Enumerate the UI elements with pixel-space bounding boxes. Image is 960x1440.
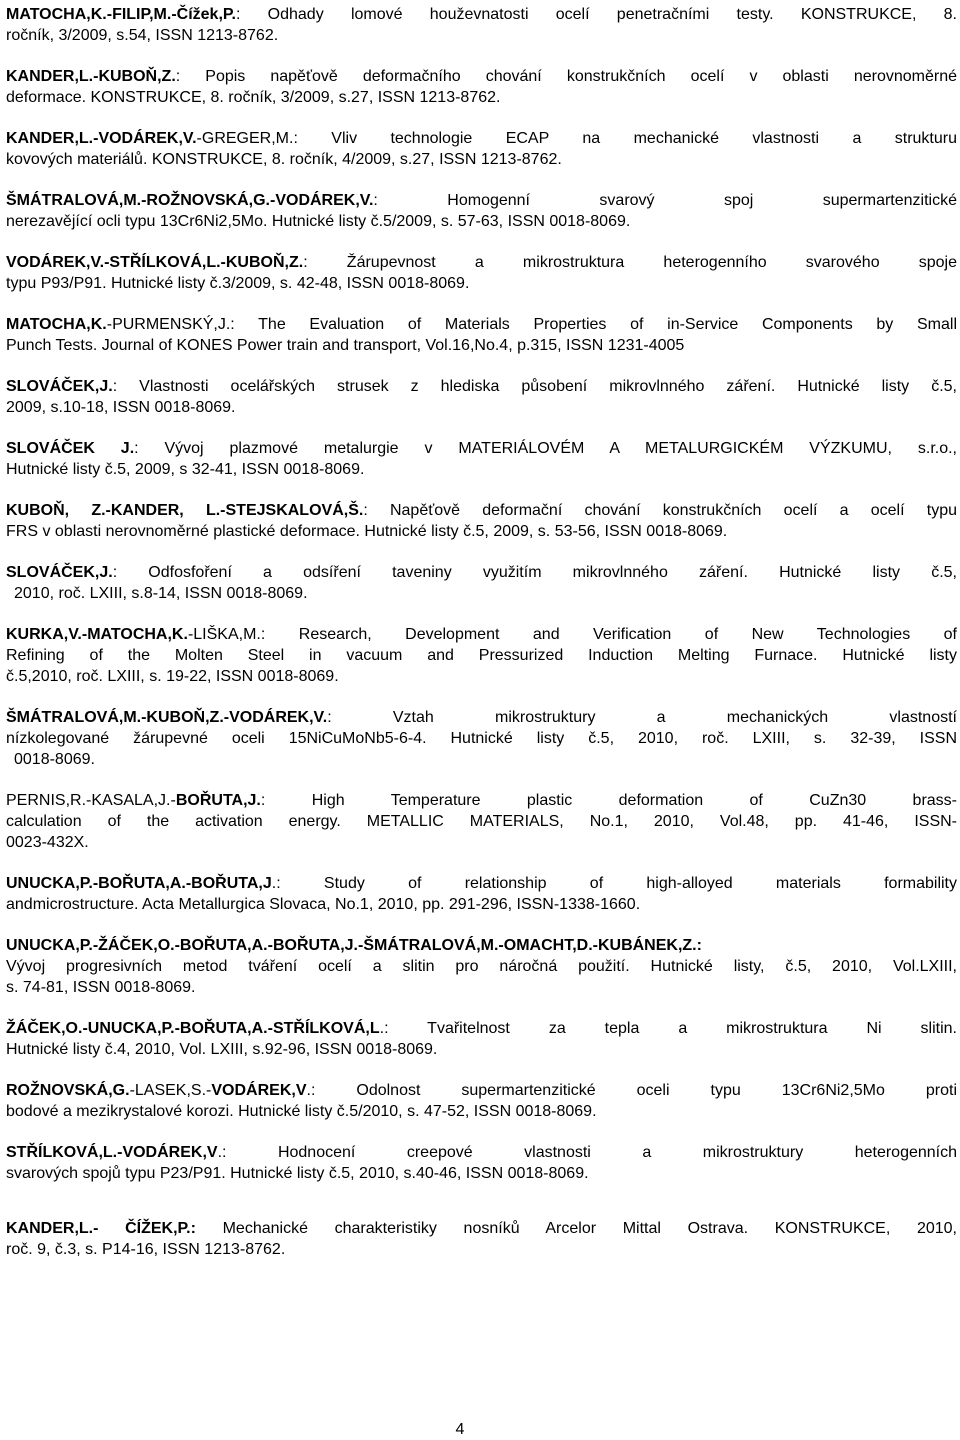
reference-text: : Vlastnosti ocelářských strusek z hlediska působení mikrovlnného záření. Hutnické listy č.5, — [112, 378, 957, 395]
reference-line — [6, 811, 957, 832]
reference-authors: MATOCHA,K. — [6, 316, 107, 333]
reference-authors: SLOVÁČEK,J. — [6, 378, 113, 395]
reference-authors: ŠMÁTRALOVÁ,M.-KUBOŇ,Z.-VODÁREK,V. — [6, 709, 328, 726]
reference-line — [6, 521, 957, 542]
reference-entry — [6, 128, 957, 170]
reference-line — [6, 4, 957, 25]
reference-entry — [6, 252, 957, 294]
reference-line — [6, 149, 957, 170]
reference-authors: UNUCKA,P.-BOŘUTA,A.-BOŘUTA,J — [6, 875, 272, 892]
reference-line — [6, 211, 957, 232]
reference-entry — [6, 4, 957, 46]
reference-line — [6, 977, 957, 998]
reference-text: -GREGER,M. — [196, 130, 294, 147]
reference-line — [6, 790, 957, 811]
reference-text: č.5,2010, roč. LXIII, s. 19-22, ISSN 0018-8069. — [6, 668, 339, 685]
reference-authors: KURKA,V.-MATOCHA,K. — [6, 626, 188, 643]
reference-authors: ŽÁČEK,O.-UNUCKA,P.-BOŘUTA,A.-STŘÍLKOVÁ,L — [6, 1020, 380, 1037]
reference-text: FRS v oblasti nerovnoměrné plastické deformace. Hutnické listy č.5, 2009, s. 53-56, ISSN 0018-8069. — [6, 523, 728, 540]
reference-text: -PURMENSKÝ,J.: The Evaluation of Materials Properties of in-Service Components by Small — [106, 316, 957, 333]
reference-text: : Homogenní svarový spoj supermartenzitické — [373, 192, 957, 209]
reference-entry — [6, 438, 957, 480]
reference-text: Punch Tests. Journal of KONES Power train and transport, Vol.16,No.4, p.315, ISSN 1231-4005 — [6, 337, 685, 354]
reference-text: : Popis napěťově deformačního chování konstrukčních ocelí v oblasti nerovnoměrné — [175, 68, 957, 85]
reference-text: Vývoj progresivních metod tváření ocelí a slitin pro náročná použití. Hutnické listy, č.5, 2010, Vol.LXIII, — [6, 958, 957, 975]
reference-line — [6, 956, 957, 977]
reference-line — [6, 190, 957, 211]
reference-authors: ROŽNOVSKÁ,G. — [6, 1082, 130, 1099]
reference-line — [6, 438, 957, 459]
reference-text: -LIŠKA,M.: Research, Development and Verification of New Technologies of — [187, 626, 957, 643]
reference-line — [6, 459, 957, 480]
reference-text: andmicrostructure. Acta Metallurgica Slovaca, No.1, 2010, pp. 291-296, ISSN-1338-1660. — [6, 896, 641, 913]
reference-entry — [6, 1080, 957, 1122]
reference-line — [6, 1142, 957, 1163]
reference-text: 2009, s.10-18, ISSN 0018-8069. — [6, 399, 236, 416]
reference-line — [6, 335, 957, 356]
reference-entry — [6, 376, 957, 418]
reference-text: Refining of the Molten Steel in vacuum and Pressurized Induction Melting Furnace. Hutnické listy — [6, 647, 957, 664]
reference-line — [6, 376, 957, 397]
reference-text: Hutnické listy č.5, 2009, s 32-41, ISSN 0018-8069. — [6, 461, 365, 478]
reference-authors: SLOVÁČEK,J. — [6, 564, 113, 581]
reference-entry — [6, 624, 957, 687]
reference-entry — [6, 707, 957, 770]
reference-entry — [6, 1142, 957, 1184]
reference-text: roč. 9, č.3, s. P14-16, ISSN 1213-8762. — [6, 1241, 286, 1258]
reference-text: : Žárupevnost a mikrostruktura heterogenního svarového spoje — [303, 254, 957, 271]
reference-line — [6, 66, 957, 87]
reference-text: calculation of the activation energy. METALLIC MATERIALS, No.1, 2010, Vol.48, pp. 41-46, ISSN- — [6, 813, 957, 830]
reference-text: : Vývoj plazmové metalurgie v MATERIÁLOVÉM A METALURGICKÉM VÝZKUMU, s.r.o., — [134, 440, 957, 457]
reference-line — [6, 707, 957, 728]
reference-line — [6, 1018, 957, 1039]
reference-text: nerezavějící ocli typu 13Cr6Ni2,5Mo. Hutnické listy č.5/2009, s. 57-63, ISSN 0018-8069. — [6, 213, 631, 230]
reference-authors: ŠMÁTRALOVÁ,M.-ROŽNOVSKÁ,G.-VODÁREK,V. — [6, 192, 374, 209]
reference-text: .: Hodnocení creepové vlastnosti a mikrostruktury heterogenních — [217, 1144, 957, 1161]
reference-text: : Vztah mikrostruktury a mechanických vlastností — [327, 709, 957, 726]
reference-text: ročník, 3/2009, s.54, ISSN 1213-8762. — [6, 27, 279, 44]
reference-entry — [6, 190, 957, 232]
reference-entry — [6, 873, 957, 915]
reference-text: s. 74-81, ISSN 0018-8069. — [6, 979, 196, 996]
reference-line — [6, 873, 957, 894]
reference-text: .: Study of relationship of high-alloyed materials formability — [271, 875, 957, 892]
reference-line — [6, 252, 957, 273]
reference-line — [6, 273, 957, 294]
reference-text: 0018-8069. — [14, 751, 95, 768]
reference-text: -LASEK,S.- — [129, 1082, 212, 1099]
reference-text: typu P93/P91. Hutnické listy č.3/2009, s. 42-48, ISSN 0018-8069. — [6, 275, 470, 292]
reference-authors: VODÁREK,V — [211, 1082, 307, 1099]
reference-line — [6, 728, 957, 749]
reference-text: bodové a mezikrystalové korozi. Hutnické listy č.5/2010, s. 47-52, ISSN 0018-8069. — [6, 1103, 597, 1120]
reference-line — [6, 562, 957, 583]
reference-text: Hutnické listy č.4, 2010, Vol. LXIII, s.92-96, ISSN 0018-8069. — [6, 1041, 438, 1058]
reference-authors: STŘÍLKOVÁ,L.-VODÁREK,V — [6, 1144, 218, 1161]
reference-text: 2010, roč. LXIII, s.8-14, ISSN 0018-8069. — [14, 585, 308, 602]
reference-line — [6, 25, 957, 46]
reference-line — [6, 128, 957, 149]
reference-authors: MATOCHA,K.-FILIP,M.-Čížek,P. — [6, 6, 236, 23]
reference-authors: KANDER,L.-KUBOŇ,Z. — [6, 68, 176, 85]
reference-line — [6, 935, 957, 956]
reference-text: : Odhady lomové houževnatosti ocelí penetračními testy. KONSTRUKCE, 8. — [235, 6, 957, 23]
reference-entry — [6, 500, 957, 542]
reference-text: PERNIS,R.-KASALA,J.- — [6, 792, 176, 809]
reference-line — [6, 624, 957, 645]
reference-line — [6, 1080, 957, 1101]
reference-entry — [6, 935, 957, 998]
reference-authors: SLOVÁČEK J. — [6, 440, 135, 457]
reference-line — [6, 749, 957, 770]
reference-entry — [6, 790, 957, 853]
reference-authors: BOŘUTA,J. — [175, 792, 261, 809]
reference-line — [6, 583, 957, 604]
reference-text: : Napěťově deformační chování konstrukčních ocelí a ocelí typu — [363, 502, 958, 519]
reference-entry — [6, 66, 957, 108]
reference-line — [6, 1239, 957, 1260]
reference-text: deformace. KONSTRUKCE, 8. ročník, 3/2009, s.27, ISSN 1213-8762. — [6, 89, 501, 106]
reference-text: 0023-432X. — [6, 834, 89, 851]
reference-authors: KANDER,L.- ČÍŽEK,P.: — [6, 1220, 196, 1237]
reference-entry — [6, 314, 957, 356]
reference-line — [6, 894, 957, 915]
reference-line — [6, 500, 957, 521]
reference-authors: KUBOŇ, Z.-KANDER, L.-STEJSKALOVÁ,Š. — [6, 502, 364, 519]
page-number: 4 — [455, 1421, 465, 1438]
reference-authors: KANDER,L.-VODÁREK,V. — [6, 130, 197, 147]
reference-line — [6, 397, 957, 418]
reference-entry — [6, 562, 957, 604]
reference-line — [6, 314, 957, 335]
reference-authors: VODÁREK,V.-STŘÍLKOVÁ,L.-KUBOŇ,Z. — [6, 254, 304, 271]
reference-line — [6, 87, 957, 108]
reference-line — [6, 645, 957, 666]
reference-text: kovových materiálů. KONSTRUKCE, 8. ročník, 4/2009, s.27, ISSN 1213-8762. — [6, 151, 562, 168]
reference-entry — [6, 1218, 957, 1260]
reference-list — [6, 4, 957, 1280]
reference-text: .: Tvařitelnost za tepla a mikrostruktura Ni slitin. — [379, 1020, 957, 1037]
reference-text: : Odfosfoření a odsíření taveniny využitím mikrovlnného záření. Hutnické listy č.5, — [112, 564, 957, 581]
reference-text: nízkolegované žárupevné oceli 15NiCuMoNb5-6-4. Hutnické listy č.5, 2010, roč. LXIII, s. 32-39, ISSN — [6, 730, 957, 747]
reference-entry — [6, 1018, 957, 1060]
reference-text: : High Temperature plastic deformation of CuZn30 brass- — [260, 792, 957, 809]
reference-text: .: Odolnost supermartenzitické oceli typu 13Cr6Ni2,5Mo proti — [306, 1082, 957, 1099]
reference-line — [6, 1163, 957, 1184]
reference-text: : Vliv technologie ECAP na mechanické vlastnosti a strukturu — [293, 130, 957, 147]
reference-line — [6, 1039, 957, 1060]
reference-line — [6, 1218, 957, 1239]
reference-text: Mechanické charakteristiky nosníků Arcelor Mittal Ostrava. KONSTRUKCE, 2010, — [195, 1220, 957, 1237]
reference-text: svarových spojů typu P23/P91. Hutnické listy č.5, 2010, s.40-46, ISSN 0018-8069. — [6, 1165, 589, 1182]
reference-authors: UNUCKA,P.-ŽÁČEK,O.-BOŘUTA,A.-BOŘUTA,J.-ŠMÁTRALOVÁ,M.-OMACHT,D.-KUBÁNEK,Z.: — [6, 937, 702, 954]
reference-line — [6, 1101, 957, 1122]
reference-line — [6, 666, 957, 687]
reference-line — [6, 832, 957, 853]
